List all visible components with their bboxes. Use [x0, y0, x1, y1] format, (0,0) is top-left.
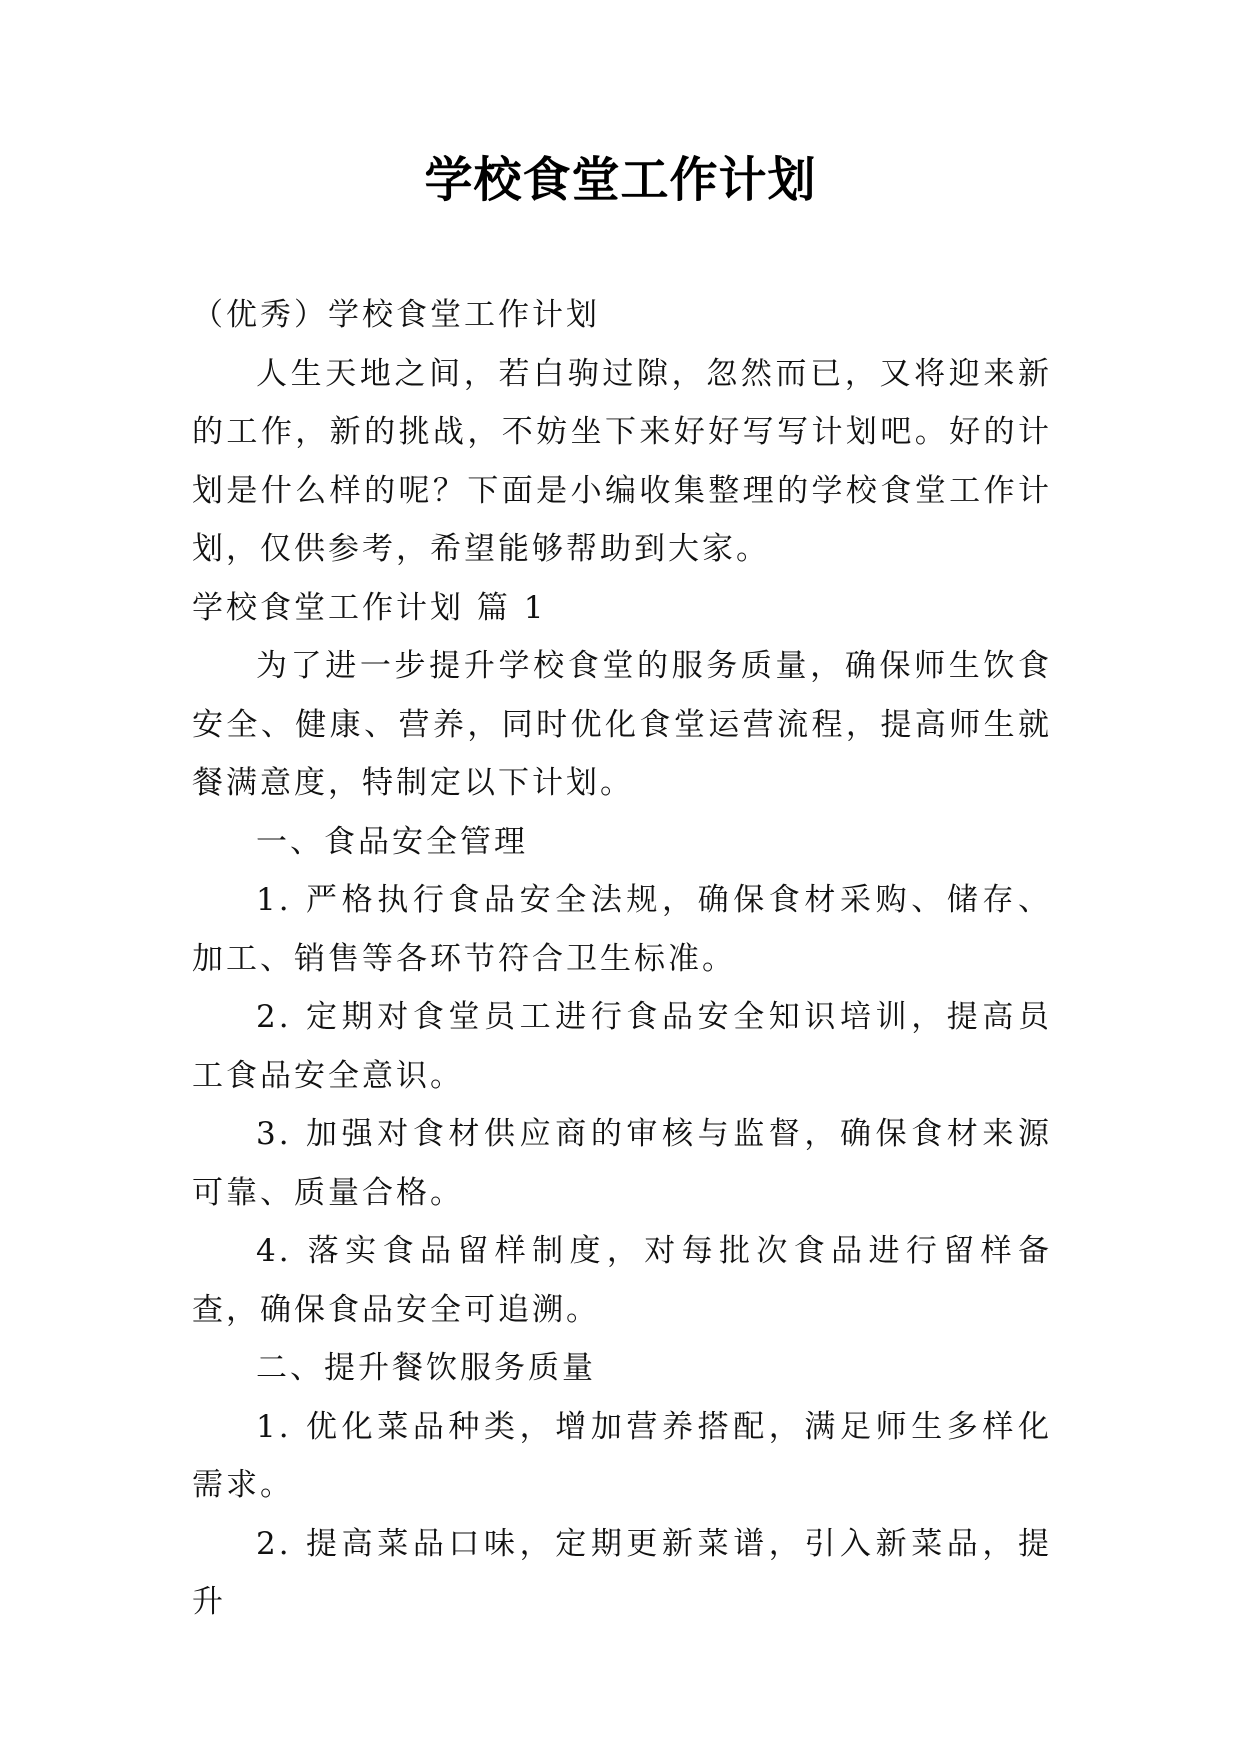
food-safety-item-1: 1. 严格执行食品安全法规，确保食材采购、储存、加工、销售等各环节符合卫生标准。 [192, 882, 1052, 977]
service-quality-item-2: 2. 提高菜品口味，定期更新菜谱，引入新菜品，提升 [192, 1525, 1052, 1620]
purpose-paragraph: 为了进一步提升学校食堂的服务质量，确保师生饮食安全、健康、营养，同时优化食堂运营流程，提高师生就餐满意度，特制定以下计划。 [192, 648, 1052, 801]
service-quality-item-1: 1. 优化菜品种类，增加营养搭配，满足师生多样化需求。 [192, 1408, 1052, 1503]
intro-paragraph: 人生天地之间，若白驹过隙，忽然而已，又将迎来新的工作，新的挑战，不妨坐下来好好写写计划吧。好的计划是什么样的呢？下面是小编收集整理的学校食堂工作计划，仅供参考，希望能够帮助到大家。 [192, 355, 1052, 567]
heading-food-safety: 一、食品安全管理 [256, 823, 528, 860]
food-safety-item-3: 3. 加强对食材供应商的审核与监督，确保食材来源可靠、质量合格。 [192, 1116, 1052, 1211]
document-title: 学校食堂工作计划 [424, 152, 817, 208]
heading-service-quality: 二、提升餐饮服务质量 [256, 1350, 596, 1386]
subtitle-paragraph: （优秀）学校食堂工作计划 [192, 297, 600, 333]
food-safety-item-2: 2. 定期对食堂员工进行食品安全知识培训，提高员工食品安全意识。 [192, 999, 1052, 1094]
document-body [192, 286, 1052, 1632]
section-heading-part-1: 学校食堂工作计划 篇 1 [192, 589, 547, 626]
food-safety-item-4: 4. 落实食品留样制度，对每批次食品进行留样备查，确保食品安全可追溯。 [192, 1233, 1052, 1328]
